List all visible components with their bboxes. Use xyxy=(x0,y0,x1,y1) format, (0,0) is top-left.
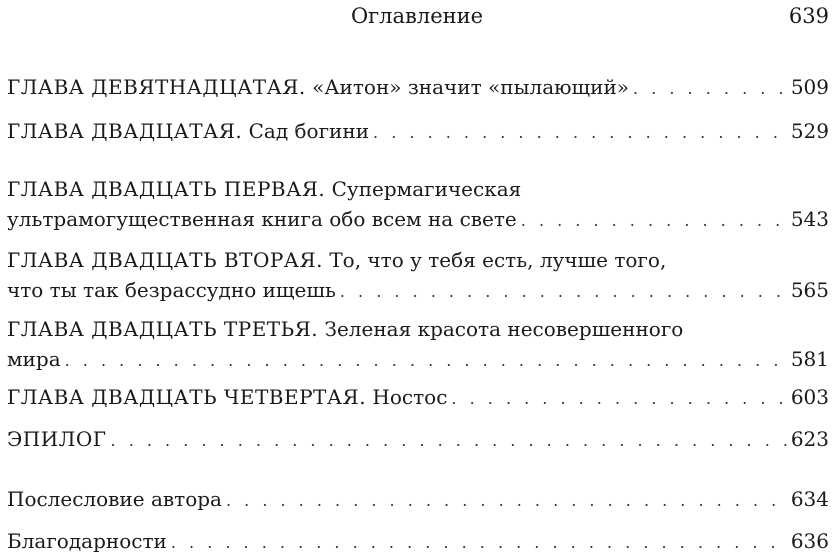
chapter-label: ГЛАВА ДВАДЦАТЬ ЧЕТВЕРТАЯ. xyxy=(7,385,367,409)
page-ref: 543 xyxy=(790,207,829,231)
chapter-title-continued: ультрамогущественная книга обо всем на свете xyxy=(7,207,517,231)
page-title: Оглавление xyxy=(350,4,484,28)
dot-leader xyxy=(340,277,787,307)
chapter-label: ГЛАВА ДВАДЦАТЬ ПЕРВАЯ. xyxy=(7,177,326,201)
chapter-label: ЭПИЛОГ xyxy=(7,427,107,451)
toc-entry-epilogue[interactable] xyxy=(7,424,829,456)
page-ref: 623 xyxy=(790,427,829,451)
toc-entry-chapter-22[interactable] xyxy=(7,245,829,307)
chapter-title: Благодарности xyxy=(7,529,167,553)
page-ref: 581 xyxy=(790,347,829,371)
page-header xyxy=(0,4,834,34)
toc-entry-chapter-23[interactable] xyxy=(7,314,829,376)
dot-leader xyxy=(633,74,787,104)
toc-entry-chapter-21[interactable] xyxy=(7,174,829,236)
toc-entry-acknowledgements[interactable] xyxy=(7,526,829,558)
chapter-title: Послесловие автора xyxy=(7,487,222,511)
page-number: 639 xyxy=(788,4,829,28)
dot-leader xyxy=(111,426,787,456)
dot-leader xyxy=(226,486,787,516)
page-ref: 509 xyxy=(790,75,829,99)
page-ref: 565 xyxy=(790,278,829,302)
chapter-label: ГЛАВА ДЕВЯТНАДЦАТАЯ. xyxy=(7,75,306,99)
toc-entry-afterword[interactable] xyxy=(7,484,829,516)
page-ref: 634 xyxy=(790,487,829,511)
chapter-label: ГЛАВА ДВАДЦАТЬ ВТОРАЯ. xyxy=(7,248,323,272)
chapter-title: Зеленая красота несовершенного xyxy=(324,317,684,341)
dot-leader xyxy=(451,384,786,414)
toc-entry-chapter-24[interactable] xyxy=(7,382,829,414)
chapter-label: ГЛАВА ДВАДЦАТЬ ТРЕТЬЯ. xyxy=(7,317,319,341)
chapter-title: Супермагическая xyxy=(331,177,522,201)
dot-leader xyxy=(171,528,787,558)
chapter-title: «Аитон» значит «пылающий» xyxy=(312,75,630,99)
chapter-title: Сад богини xyxy=(248,119,370,143)
chapter-title: Ностос xyxy=(372,385,448,409)
page-ref: 529 xyxy=(790,119,829,143)
page-ref: 636 xyxy=(790,529,829,553)
chapter-title-continued: мира xyxy=(7,347,61,371)
dot-leader xyxy=(521,206,787,236)
toc-entry-chapter-19[interactable] xyxy=(7,72,829,104)
chapter-title: То, что у тебя есть, лучше того, xyxy=(329,248,667,272)
page-ref: 603 xyxy=(790,385,829,409)
chapter-label: ГЛАВА ДВАДЦАТАЯ. xyxy=(7,119,243,143)
chapter-title-continued: что ты так безрассудно ищешь xyxy=(7,278,336,302)
toc-entry-chapter-20[interactable] xyxy=(7,116,829,148)
dot-leader xyxy=(65,346,787,376)
dot-leader xyxy=(373,118,787,148)
